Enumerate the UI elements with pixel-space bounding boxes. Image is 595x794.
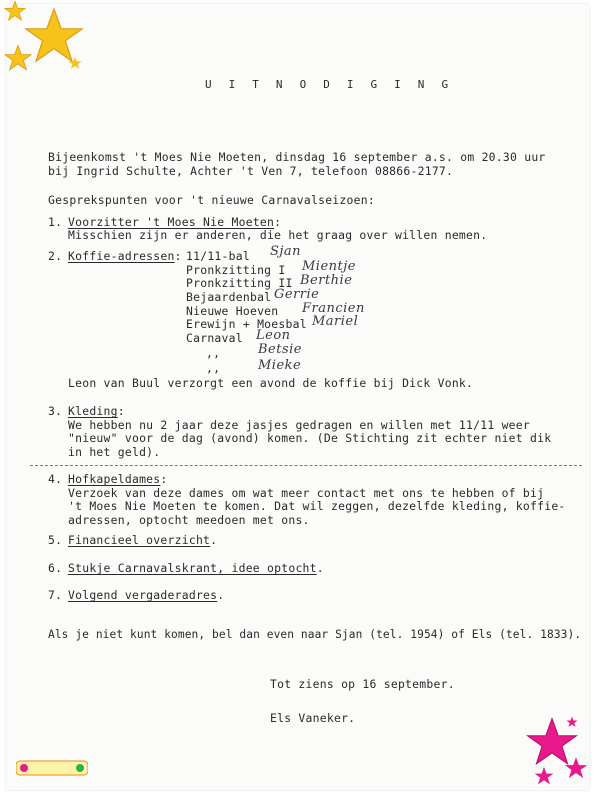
event-label-4: Bejaardenbal [186,290,272,304]
handwritten-name-4: Gerrie [274,287,320,302]
item-4-body-1: Verzoek van deze dames om wat meer contact met ons te hebben of bij [68,486,545,500]
handwritten-name-7: Leon [256,328,291,343]
item-4-body-3: adressen, optocht meedoen met ons. [68,513,310,527]
item-4-body-2: 't Moes Nie Moeten te komen. Dat wil zeggen, dezelfde kleding, koffie- [68,499,566,513]
handwritten-name-9: Mieke [258,358,302,373]
item-4-heading-row [68,472,168,486]
item-3-heading-row [68,404,125,418]
intro-line-1: Bijeenkomst 't Moes Nie Moeten, dinsdag 16 september a.s. om 20.30 uur [48,150,546,164]
item-3-heading: Kleding [68,404,118,418]
item-7-heading: Volgend vergaderadres [68,588,218,602]
pink-star-low-icon [534,766,554,786]
item-3-body-3: in het geld). [68,445,161,459]
event-label-7: Carnaval [186,331,243,345]
handwritten-name-5: Francien [302,301,365,316]
agenda-intro: Gesprekspunten voor 't nieuwe Carnavalseizoen: [48,193,375,207]
handwritten-name-6: Mariel [312,314,359,329]
item-7-period: . [217,588,225,602]
intro-line-2: bij Ingrid Schulte, Achter 't Ven 7, telefoon 08866-2177. [48,164,454,178]
item-5-number: 5. [48,533,63,547]
letter-page [6,4,589,790]
item-5-heading: Financieel overzicht [68,533,211,547]
site-logo [16,760,88,776]
farewell: Tot ziens op 16 september. [270,677,455,691]
event-label-3: Pronkzitting II [186,276,293,290]
item-5-period: . [210,533,218,547]
event-label-9: ,, [206,361,221,375]
page-title: U I T N O D I G I N G [205,78,454,91]
event-label-2: Pronkzitting I [186,263,286,277]
handwritten-name-1: Sjan [270,244,302,259]
event-label-6: Erewijn + Moesbal [186,317,307,331]
pink-star-small-icon [564,756,588,780]
fold-line [30,465,582,466]
item-2-colon: : [174,249,182,263]
gold-star-tiny-icon [68,56,82,70]
item-6-period: . [316,561,324,575]
item-1-heading: Voorzitter 't Moes Nie Moeten [68,215,275,229]
item-7-heading-row [68,588,224,602]
closing-line: Als je niet kunt komen, bel dan even naar Sjan (tel. 1954) of Els (tel. 1833). [48,628,582,641]
item-6-heading-row [68,561,324,575]
item-4-number: 4. [48,472,63,486]
signature: Els Vaneker. [270,711,356,725]
item-4-heading: Hofkapeldames [68,472,161,486]
event-label-1: 11/11-bal [186,249,250,263]
item-1-colon: : [274,215,282,229]
item-3-body-1: We hebben nu 2 jaar deze jasjes gedragen en willen met 11/11 weer [68,418,531,432]
handwritten-name-3: Berthie [300,273,353,288]
item-6-heading: Stukje Carnavalskrant, idee optocht [68,561,317,575]
event-label-5: Nieuwe Hoeven [186,304,279,318]
item-7-number: 7. [48,588,63,602]
handwritten-name-2: Mientje [302,259,356,274]
item-2-note: Leon van Buul verzorgt een avond de koffie bij Dick Vonk. [68,376,474,390]
gold-star-medium-icon [4,44,32,72]
item-3-number: 3. [48,404,63,418]
handwritten-name-8: Betsie [258,342,302,357]
item-2-heading-row [68,249,182,263]
item-2-heading: Koffie-adressen [68,249,175,263]
gold-star-small-icon [4,0,26,22]
item-4-colon: : [160,472,168,486]
item-5-heading-row [68,533,217,547]
item-6-number: 6. [48,561,63,575]
item-1-number: 1. [48,215,63,229]
pink-star-tiny-icon [566,716,578,728]
item-2-number: 2. [48,249,63,263]
item-1-heading-row [68,215,281,229]
event-label-8: ,, [206,346,221,360]
item-3-body-2: "nieuw" voor de dag (avond) komen. (De Stichting zit echter niet dik [68,431,552,445]
item-1-body: Misschien zijn er anderen, die het graag over willen nemen. [68,228,488,242]
item-3-colon: : [117,404,125,418]
